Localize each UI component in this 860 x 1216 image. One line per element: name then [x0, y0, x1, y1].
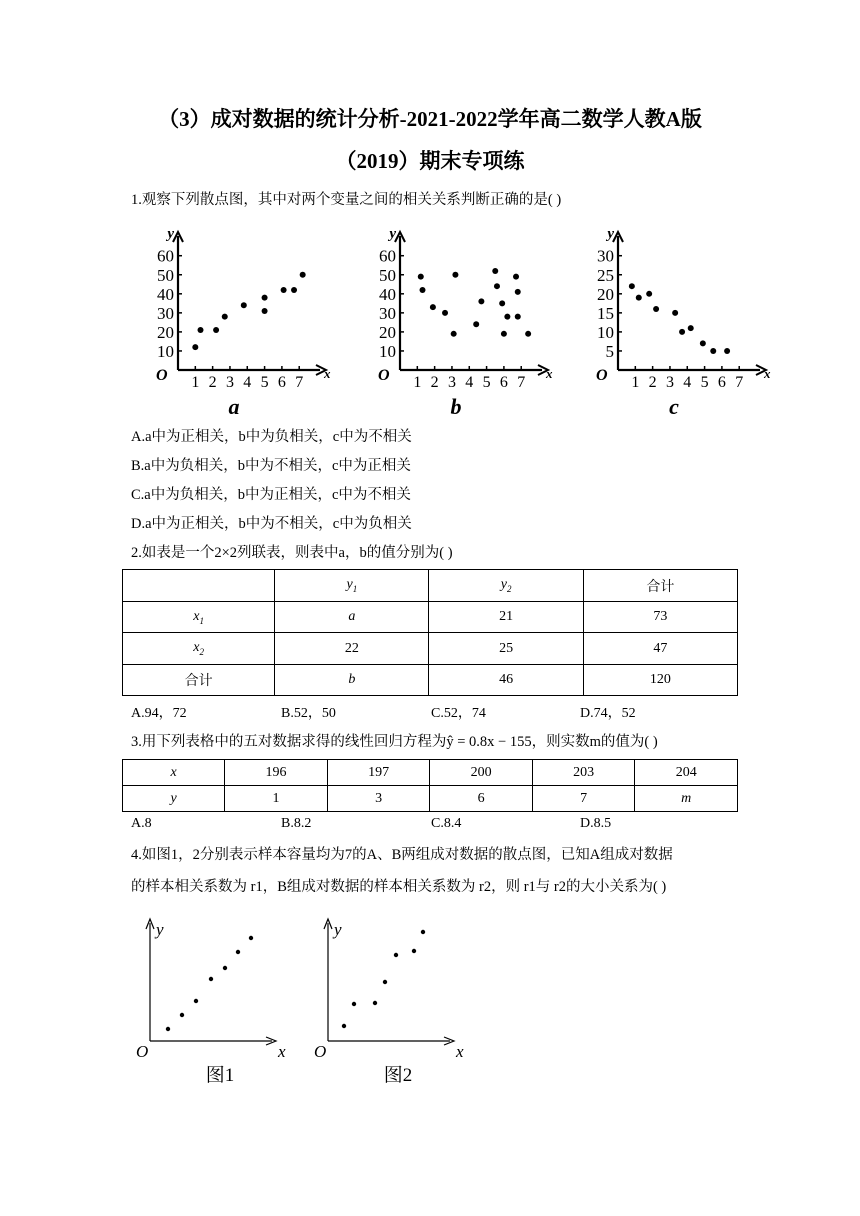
table-cell: 200 [430, 760, 533, 786]
q1-option-b: B.a中为负相关，b中为不相关，c中为正相关 [131, 458, 411, 474]
scatter-point [412, 949, 416, 953]
table-cell: 1 [225, 786, 328, 812]
scatter-point [700, 340, 706, 346]
table-cell [123, 570, 275, 602]
question-1-stem: 1.观察下列散点图，其中对两个变量之间的相关关系判断正确的是( ) [131, 192, 562, 208]
page-subtitle: （2019）期末专项练 [335, 149, 525, 173]
x-tick-label: 4 [683, 374, 692, 391]
y-tick-label: 40 [157, 284, 174, 304]
table-cell: 204 [635, 760, 738, 786]
table-cell: 47 [583, 633, 737, 665]
y-axis-label: y [389, 226, 396, 242]
table-cell: 25 [429, 633, 583, 665]
regression-data-table [122, 759, 738, 812]
scatter-point [262, 295, 268, 301]
table-cell: 197 [327, 760, 430, 786]
x-tick-label: 2 [648, 374, 657, 391]
contingency-table [122, 569, 738, 696]
scatter-point [430, 304, 436, 310]
scatter-point [180, 1013, 184, 1017]
scatter-point [442, 310, 448, 316]
plot-caption: c [669, 394, 679, 419]
scatter-point [724, 348, 730, 354]
x-tick-label: 4 [465, 374, 474, 391]
table-row-label-x2: $x_2$ [123, 633, 275, 665]
scatter-point [342, 1024, 346, 1028]
y-tick-label: 5 [605, 341, 614, 361]
scatter-point [501, 331, 507, 337]
scatter-point [451, 331, 457, 337]
q2-option-b: B.52，50 [281, 706, 336, 721]
origin-label: O [596, 367, 608, 384]
y-tick-label: 20 [157, 322, 174, 342]
q3-option-b: B.8.2 [281, 816, 312, 831]
scatter-point [499, 300, 505, 306]
scatter-point [213, 327, 219, 333]
origin-label: O [136, 1042, 149, 1061]
x-axis-label: x [456, 1042, 464, 1061]
table-header-y2: $y_2$ [429, 570, 583, 602]
origin-label: O [378, 367, 390, 384]
scatter-point [504, 314, 510, 320]
x-tick-label: 6 [717, 374, 726, 391]
q3-option-c: C.8.4 [431, 816, 462, 831]
x-axis-label: x [764, 366, 771, 381]
scatter-point [421, 930, 425, 934]
scatter-point [236, 950, 240, 954]
x-tick-label: 3 [447, 374, 456, 391]
q4-figures [130, 915, 480, 1090]
scatter-point [194, 999, 198, 1003]
scatter-point [262, 308, 268, 314]
y-tick-label: 40 [379, 284, 396, 304]
y-tick-label: 10 [379, 341, 396, 361]
scatter-point [473, 321, 479, 327]
y-tick-label: 25 [597, 265, 614, 285]
y-tick-label: 50 [379, 265, 396, 285]
x-tick-label: 5 [260, 374, 269, 391]
table-cell: 3 [327, 786, 430, 812]
table-row-label-x1: $x_1$ [123, 602, 275, 633]
scatter-point [420, 287, 426, 293]
x-tick-label: 4 [243, 374, 252, 391]
x-tick-label: 5 [700, 374, 709, 391]
scatter-point [222, 314, 228, 320]
scatter-point [646, 291, 652, 297]
scatter-point [249, 936, 253, 940]
figure-caption: 图1 [205, 1065, 235, 1086]
scatter-point [394, 953, 398, 957]
y-tick-label: 60 [379, 246, 396, 266]
scatter-point [494, 283, 500, 289]
origin-label: O [314, 1042, 327, 1061]
x-tick-label: 6 [499, 374, 508, 391]
table-row-label-total: 合计 [123, 665, 275, 696]
scatter-point [492, 268, 498, 274]
y-tick-label: 30 [157, 303, 174, 323]
x-axis-label: x [546, 366, 553, 381]
page-title: （3）成对数据的统计分析-2021-2022学年高二数学人教A版 [158, 107, 702, 131]
x-tick-label: 6 [277, 374, 286, 391]
scatter-point [525, 331, 531, 337]
scatter-point [515, 314, 521, 320]
scatter-point [653, 306, 659, 312]
scatter-point [452, 272, 458, 278]
scatter-point [383, 980, 387, 984]
plot-caption: a [228, 394, 240, 419]
table-cell: m [635, 786, 738, 812]
y-tick-label: 10 [157, 341, 174, 361]
table-cell: b [275, 665, 429, 696]
q2-option-d: D.74，52 [580, 706, 636, 721]
scatter-point [241, 302, 247, 308]
scatter-point [515, 289, 521, 295]
x-tick-label: 7 [735, 374, 744, 391]
q1-option-a: A.a中为正相关，b中为负相关，c中为不相关 [131, 429, 412, 445]
scatter-point [478, 298, 484, 304]
scatter-point [688, 325, 694, 331]
table-cell: 120 [583, 665, 737, 696]
question-4-stem-line2: 的样本相关系数为 r1，B组成对数据的样本相关系数为 r2，则 r1与 r2的大小关系为( ) [131, 879, 667, 895]
x-tick-label: 1 [631, 374, 640, 391]
x-tick-label: 3 [225, 374, 234, 391]
y-axis-label: y [156, 920, 164, 939]
scatter-point [629, 283, 635, 289]
y-tick-label: 50 [157, 265, 174, 285]
table-cell: 73 [583, 602, 737, 633]
table-cell: x [123, 760, 225, 786]
y-axis-label: y [167, 226, 174, 242]
x-tick-label: 7 [517, 374, 526, 391]
y-tick-label: 20 [379, 322, 396, 342]
question-2-stem: 2.如表是一个2×2列联表，则表中a，b的值分别为( ) [131, 545, 453, 561]
y-tick-label: 10 [597, 322, 614, 342]
q3-option-a: A.8 [131, 816, 152, 831]
y-axis-label: y [334, 920, 342, 939]
scatter-point [281, 287, 287, 293]
table-header-total: 合计 [583, 570, 737, 602]
q3-option-d: D.8.5 [580, 816, 612, 831]
scatter-point [300, 272, 306, 278]
table-cell: 203 [532, 760, 635, 786]
y-tick-label: 30 [379, 303, 396, 323]
scatter-point [352, 1002, 356, 1006]
scatter-point [636, 295, 642, 301]
x-tick-label: 1 [413, 374, 422, 391]
table-cell: 22 [275, 633, 429, 665]
table-cell: 7 [532, 786, 635, 812]
x-tick-label: 7 [295, 374, 304, 391]
q1-option-c: C.a中为负相关，b中为正相关，c中为不相关 [131, 487, 411, 503]
q2-option-a: A.94，72 [131, 706, 187, 721]
scatter-point [291, 287, 297, 293]
scatter-point [192, 344, 198, 350]
table-cell: a [275, 602, 429, 633]
scatter-point [209, 977, 213, 981]
table-cell: 196 [225, 760, 328, 786]
x-tick-label: 2 [430, 374, 439, 391]
table-cell: 21 [429, 602, 583, 633]
scatter-point [418, 274, 424, 280]
table-cell: y [123, 786, 225, 812]
y-tick-label: 15 [597, 303, 614, 323]
scatter-point [166, 1027, 170, 1031]
question-3-stem: 3.用下列表格中的五对数据求得的线性回归方程为ŷ = 0.8x − 155，则实数m的值为( ) [131, 734, 658, 750]
question-4-stem-line1: 4.如图1，2分别表示样本容量均为7的A、B两组成对数据的散点图，已知A组成对数据 [131, 847, 673, 863]
x-axis-label: x [278, 1042, 286, 1061]
q1-scatter-plots [130, 218, 771, 423]
scatter-point [198, 327, 204, 333]
x-tick-label: 1 [191, 374, 200, 391]
scatter-point [710, 348, 716, 354]
q1-option-d: D.a中为正相关，b中为不相关，c中为负相关 [131, 516, 412, 532]
plot-caption: b [450, 394, 462, 419]
table-header-y1: $y_1$ [275, 570, 429, 602]
table-cell: 6 [430, 786, 533, 812]
y-tick-label: 20 [597, 284, 614, 304]
scatter-point [223, 966, 227, 970]
x-tick-label: 5 [482, 374, 491, 391]
q2-option-c: C.52，74 [431, 706, 486, 721]
figure-caption: 图2 [383, 1065, 413, 1086]
y-tick-label: 30 [597, 246, 614, 266]
x-axis-label: x [324, 366, 331, 381]
scatter-point [679, 329, 685, 335]
scatter-point [672, 310, 678, 316]
x-tick-label: 2 [208, 374, 217, 391]
y-axis-label: y [607, 226, 614, 242]
scatter-point [513, 274, 519, 280]
table-cell: 46 [429, 665, 583, 696]
origin-label: O [156, 367, 168, 384]
x-tick-label: 3 [665, 374, 674, 391]
y-tick-label: 60 [157, 246, 174, 266]
scatter-point [373, 1001, 377, 1005]
